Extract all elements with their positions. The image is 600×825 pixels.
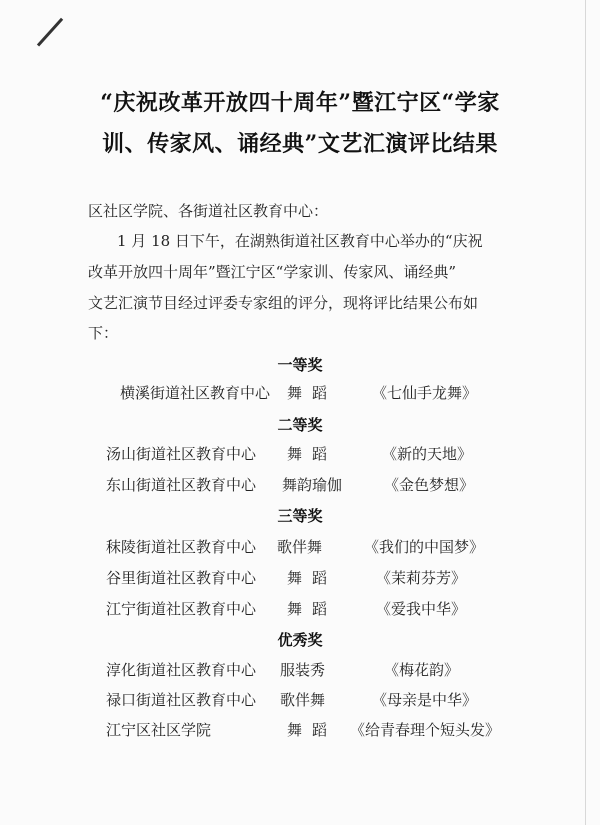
entry-type: 服装秀 — [280, 661, 326, 679]
entry-program: 《给青春理个短头发》 — [350, 721, 501, 739]
award-heading-second: 二等奖 — [277, 416, 323, 434]
entry-program: 《金色梦想》 — [384, 476, 475, 494]
award-heading-third: 三等奖 — [277, 507, 323, 525]
award-heading-first: 一等奖 — [277, 356, 323, 374]
entry-type: 舞蹈 — [287, 569, 338, 587]
document-title-line-1: “庆祝改革开放四十周年”暨江宁区“学家 — [100, 90, 500, 116]
entry-organization: 淳化街道社区教育中心 — [106, 661, 257, 679]
entry-organization: 横溪街道社区教育中心 — [120, 384, 271, 402]
paragraph-line-1: 1 月 18 日下午，在湖熟街道社区教育中心举办的“庆祝 — [117, 232, 483, 250]
entry-type: 歌伴舞 — [280, 691, 326, 709]
award-heading-excellence: 优秀奖 — [277, 631, 323, 649]
entry-organization: 汤山街道社区教育中心 — [106, 445, 257, 463]
award-entry — [0, 659, 600, 681]
entry-program: 《我们的中国梦》 — [364, 538, 485, 556]
entry-organization: 禄口街道社区教育中心 — [106, 691, 257, 709]
entry-type: 歌伴舞 — [277, 538, 323, 556]
pen-mark — [37, 18, 63, 47]
entry-organization: 秣陵街道社区教育中心 — [106, 538, 257, 556]
paragraph-line-3: 文艺汇演节目经过评委专家组的评分，现将评比结果公布如 — [88, 294, 479, 312]
entry-type: 舞蹈 — [287, 721, 338, 739]
award-entry — [0, 689, 600, 711]
entry-type: 舞韵瑜伽 — [282, 476, 343, 494]
entry-program: 《梅花韵》 — [384, 661, 460, 679]
document-title-line-2: 训、传家风、诵经典”文艺汇演评比结果 — [102, 131, 498, 157]
award-entry — [0, 719, 600, 741]
award-entry — [0, 567, 600, 589]
paragraph-line-4: 下： — [88, 324, 119, 342]
salutation: 区社区学院、各街道社区教育中心： — [88, 202, 329, 220]
entry-type: 舞蹈 — [287, 445, 338, 463]
entry-program: 《母亲是中华》 — [372, 691, 478, 709]
award-entry — [0, 382, 600, 404]
entry-type: 舞蹈 — [287, 384, 338, 402]
entry-type: 舞蹈 — [287, 600, 338, 618]
entry-program: 《茉莉芬芳》 — [376, 569, 467, 587]
entry-organization: 江宁区社区学院 — [106, 721, 212, 739]
entry-organization: 谷里街道社区教育中心 — [106, 569, 257, 587]
entry-organization: 东山街道社区教育中心 — [106, 476, 257, 494]
award-entry — [0, 536, 600, 558]
entry-program: 《爱我中华》 — [376, 600, 467, 618]
paragraph-line-2: 改革开放四十周年”暨江宁区“学家训、传家风、诵经典” — [88, 263, 457, 281]
entry-organization: 江宁街道社区教育中心 — [106, 600, 257, 618]
entry-program: 《新的天地》 — [382, 445, 473, 463]
entry-program: 《七仙手龙舞》 — [372, 384, 478, 402]
award-entry — [0, 474, 600, 496]
award-entry — [0, 598, 600, 620]
award-entry — [0, 443, 600, 465]
